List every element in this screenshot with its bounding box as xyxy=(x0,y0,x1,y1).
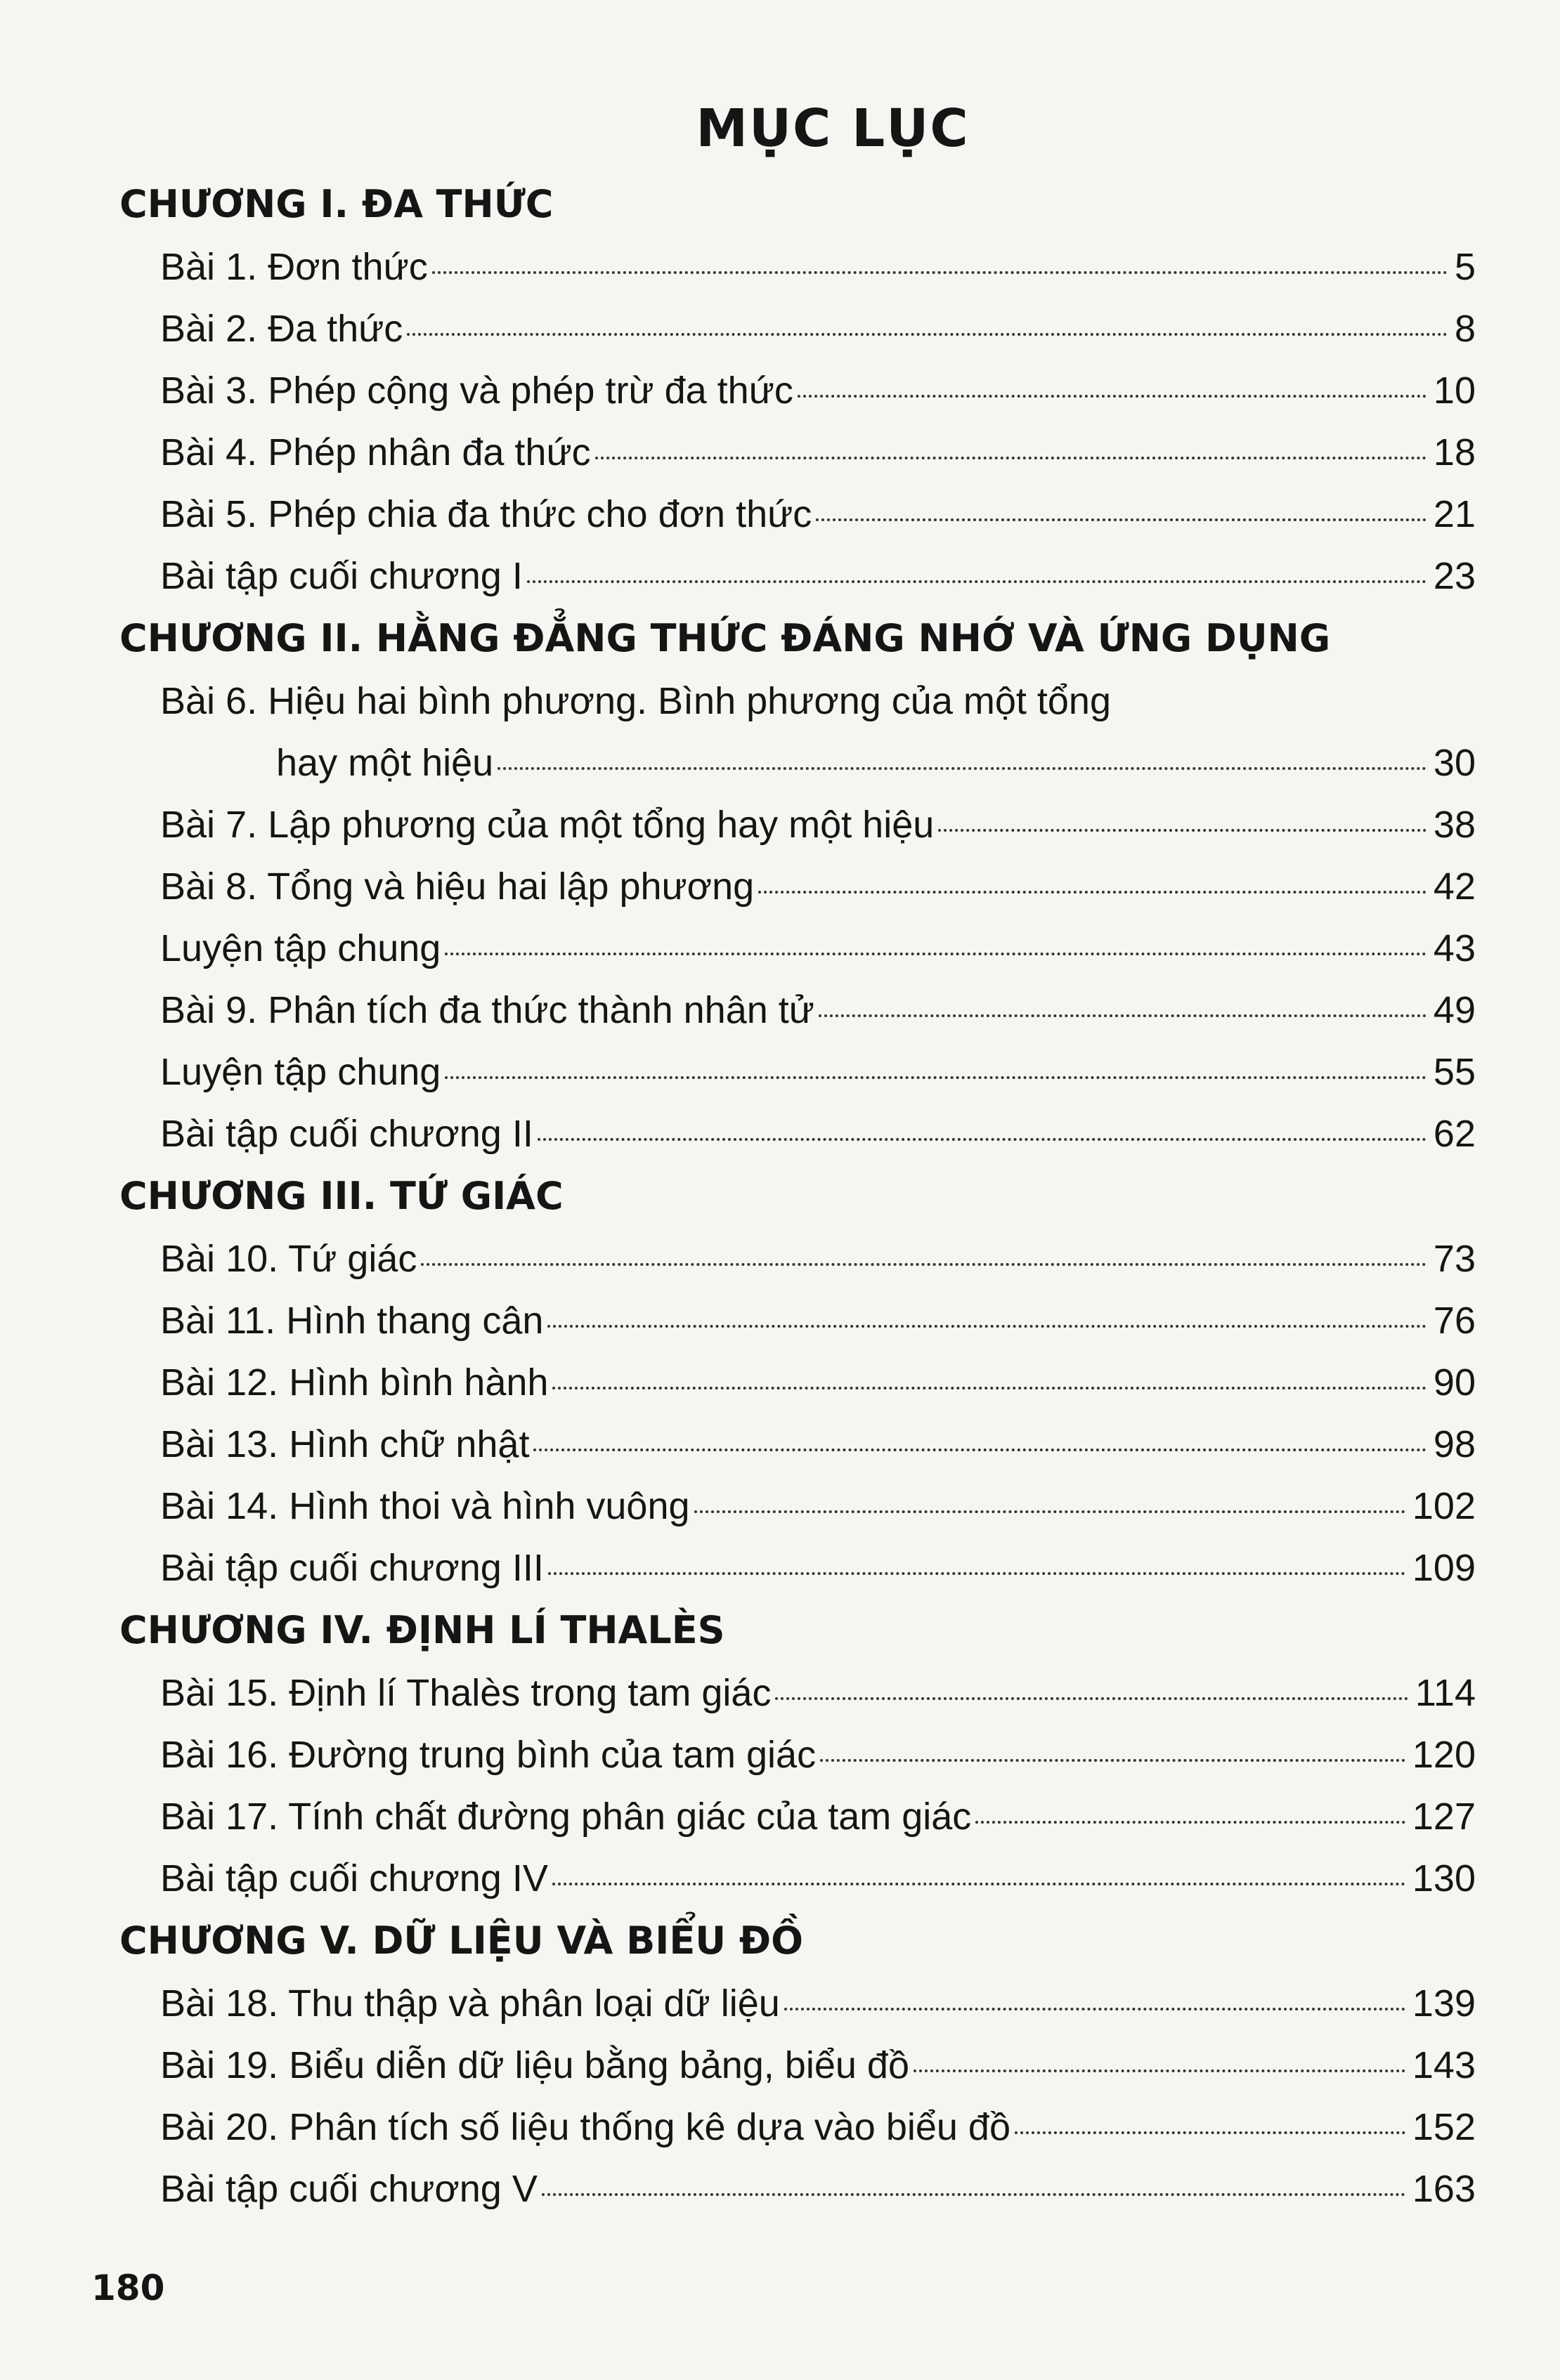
toc-entry[interactable] xyxy=(119,360,1476,421)
entry-label: Bài 4. Phép nhân đa thức xyxy=(160,431,591,473)
entry-page: 90 xyxy=(1433,1361,1476,1404)
entry-page: 130 xyxy=(1412,1857,1476,1900)
dot-leader xyxy=(542,2193,1405,2196)
entry-page: 102 xyxy=(1412,1485,1476,1527)
dot-leader xyxy=(819,1014,1426,1017)
dot-leader xyxy=(784,2008,1405,2010)
dot-leader xyxy=(552,1883,1405,1885)
entry-page: 163 xyxy=(1412,2168,1476,2210)
entry-label: Bài 17. Tính chất đường phân giác của tam giác xyxy=(160,1796,972,1838)
dot-leader xyxy=(498,767,1426,770)
entry-page: 109 xyxy=(1412,1547,1476,1589)
dot-leader xyxy=(816,518,1426,521)
dot-leader xyxy=(445,953,1426,955)
entry-label: Bài tập cuối chương III xyxy=(160,1547,544,1589)
dot-leader xyxy=(552,1387,1426,1390)
entry-page: 43 xyxy=(1433,927,1476,969)
toc-entry[interactable] xyxy=(119,1848,1476,1909)
dot-leader xyxy=(421,1263,1426,1266)
dot-leader xyxy=(758,891,1426,894)
entry-label: Bài 14. Hình thoi và hình vuông xyxy=(160,1485,690,1527)
entry-label-continued: hay một hiệu xyxy=(276,742,494,784)
dot-leader xyxy=(407,333,1448,336)
toc-entry[interactable] xyxy=(119,1228,1476,1290)
entry-label: Bài 10. Tứ giác xyxy=(160,1238,417,1280)
toc-entry[interactable] xyxy=(119,979,1476,1041)
toc-entry[interactable] xyxy=(119,1724,1476,1786)
entry-page: 18 xyxy=(1433,431,1476,473)
entry-label: Bài 7. Lập phương của một tổng hay một hiệu xyxy=(160,804,935,846)
toc-entry[interactable] xyxy=(119,545,1476,607)
toc-entry[interactable] xyxy=(119,2158,1476,2220)
dot-leader xyxy=(595,457,1426,459)
dot-leader xyxy=(445,1076,1426,1079)
toc-entry[interactable] xyxy=(119,1786,1476,1848)
toc-entry[interactable] xyxy=(119,670,1476,794)
chapter-heading: CHƯƠNG III. TỨ GIÁC xyxy=(119,1174,564,1218)
entry-label: Bài 13. Hình chữ nhật xyxy=(160,1423,530,1465)
entry-label: Bài 18. Thu thập và phân loại dữ liệu xyxy=(160,1982,780,2025)
entry-label: Bài 6. Hiệu hai bình phương. Bình phương của một tổng xyxy=(160,680,1111,722)
dot-leader xyxy=(820,1759,1405,1762)
entry-page: 127 xyxy=(1412,1796,1476,1838)
entry-label: Bài 12. Hình bình hành xyxy=(160,1361,549,1404)
toc-entry[interactable] xyxy=(119,298,1476,360)
entry-page: 143 xyxy=(1412,2044,1476,2086)
toc-entry[interactable] xyxy=(119,1103,1476,1165)
entry-label: Bài tập cuối chương I xyxy=(160,555,523,597)
toc-entry[interactable] xyxy=(119,917,1476,979)
entry-page: 120 xyxy=(1412,1734,1476,1776)
toc-entry[interactable] xyxy=(119,1537,1476,1599)
toc-entry[interactable] xyxy=(119,1662,1476,1724)
toc-entry[interactable] xyxy=(119,1413,1476,1475)
dot-leader xyxy=(533,1449,1426,1451)
toc-entry[interactable] xyxy=(119,1290,1476,1352)
entry-page: 139 xyxy=(1412,1982,1476,2025)
dot-leader xyxy=(547,1325,1426,1328)
dot-leader xyxy=(527,580,1426,583)
entry-page: 114 xyxy=(1415,1672,1476,1714)
entry-page: 42 xyxy=(1433,865,1476,908)
chapter-heading: CHƯƠNG V. DỮ LIỆU VÀ BIỂU ĐỒ xyxy=(119,1918,804,1963)
entry-page: 23 xyxy=(1433,555,1476,597)
entry-page: 62 xyxy=(1433,1113,1476,1155)
dot-leader xyxy=(548,1572,1405,1575)
entry-page: 55 xyxy=(1433,1051,1476,1093)
dot-leader xyxy=(938,829,1426,832)
dot-leader xyxy=(798,395,1426,398)
entry-page: 152 xyxy=(1412,2106,1476,2148)
entry-label: Bài 1. Đơn thức xyxy=(160,246,428,288)
entry-page: 30 xyxy=(1433,742,1476,784)
entry-label: Bài tập cuối chương V xyxy=(160,2168,538,2210)
dot-leader xyxy=(694,1510,1405,1513)
toc-entry[interactable] xyxy=(119,856,1476,917)
dot-leader xyxy=(1015,2131,1405,2134)
chapter-heading: CHƯƠNG II. HẰNG ĐẲNG THỨC ĐÁNG NHỚ VÀ ỨNG DỤNG xyxy=(119,616,1331,660)
entry-page: 10 xyxy=(1433,370,1476,412)
entry-label: Bài tập cuối chương II xyxy=(160,1113,533,1155)
entry-label: Bài 19. Biểu diễn dữ liệu bằng bảng, biểu đồ xyxy=(160,2044,909,2086)
entry-page: 73 xyxy=(1433,1238,1476,1280)
table-of-contents xyxy=(119,173,1476,2220)
toc-entry[interactable] xyxy=(119,483,1476,545)
dot-leader xyxy=(432,271,1448,274)
entry-page: 38 xyxy=(1433,804,1476,846)
entry-page: 21 xyxy=(1433,493,1476,535)
entry-label: Bài 3. Phép cộng và phép trừ đa thức xyxy=(160,370,793,412)
entry-label: Bài 16. Đường trung bình của tam giác xyxy=(160,1734,817,1776)
entry-page: 49 xyxy=(1433,989,1476,1031)
entry-label: Bài 8. Tổng và hiệu hai lập phương xyxy=(160,865,755,908)
toc-entry[interactable] xyxy=(119,1475,1476,1537)
toc-entry[interactable] xyxy=(119,2096,1476,2158)
chapter-heading: CHƯƠNG IV. ĐỊNH LÍ THALÈS xyxy=(119,1608,725,1652)
dot-leader xyxy=(775,1697,1408,1700)
dot-leader xyxy=(538,1138,1426,1141)
entry-label: Bài 15. Định lí Thalès trong tam giác xyxy=(160,1672,772,1714)
toc-entry[interactable] xyxy=(119,794,1476,856)
entry-label: Luyện tập chung xyxy=(160,927,441,969)
dot-leader xyxy=(914,2070,1405,2072)
toc-entry[interactable] xyxy=(119,421,1476,483)
entry-label: Luyện tập chung xyxy=(160,1051,441,1093)
entry-label: Bài tập cuối chương IV xyxy=(160,1857,548,1900)
entry-label: Bài 20. Phân tích số liệu thống kê dựa vào biểu đồ xyxy=(160,2106,1010,2148)
page-number: 180 xyxy=(91,2268,165,2308)
entry-page: 98 xyxy=(1433,1423,1476,1465)
entry-page: 5 xyxy=(1454,246,1476,288)
entry-label: Bài 2. Đa thức xyxy=(160,308,403,350)
entry-label: Bài 9. Phân tích đa thức thành nhân tử xyxy=(160,989,814,1031)
entry-label: Bài 11. Hình thang cân xyxy=(160,1300,544,1342)
toc-entry[interactable] xyxy=(119,1352,1476,1413)
toc-entry[interactable] xyxy=(119,236,1476,298)
entry-page: 8 xyxy=(1454,308,1476,350)
toc-entry[interactable] xyxy=(119,2034,1476,2096)
page-title: MỤC LỤC xyxy=(696,98,970,159)
toc-entry[interactable] xyxy=(119,1041,1476,1103)
entry-label: Bài 5. Phép chia đa thức cho đơn thức xyxy=(160,493,812,535)
toc-entry[interactable] xyxy=(119,1973,1476,2034)
entry-page: 76 xyxy=(1433,1300,1476,1342)
chapter-heading: CHƯƠNG I. ĐA THỨC xyxy=(119,182,554,226)
dot-leader xyxy=(975,1821,1405,1824)
